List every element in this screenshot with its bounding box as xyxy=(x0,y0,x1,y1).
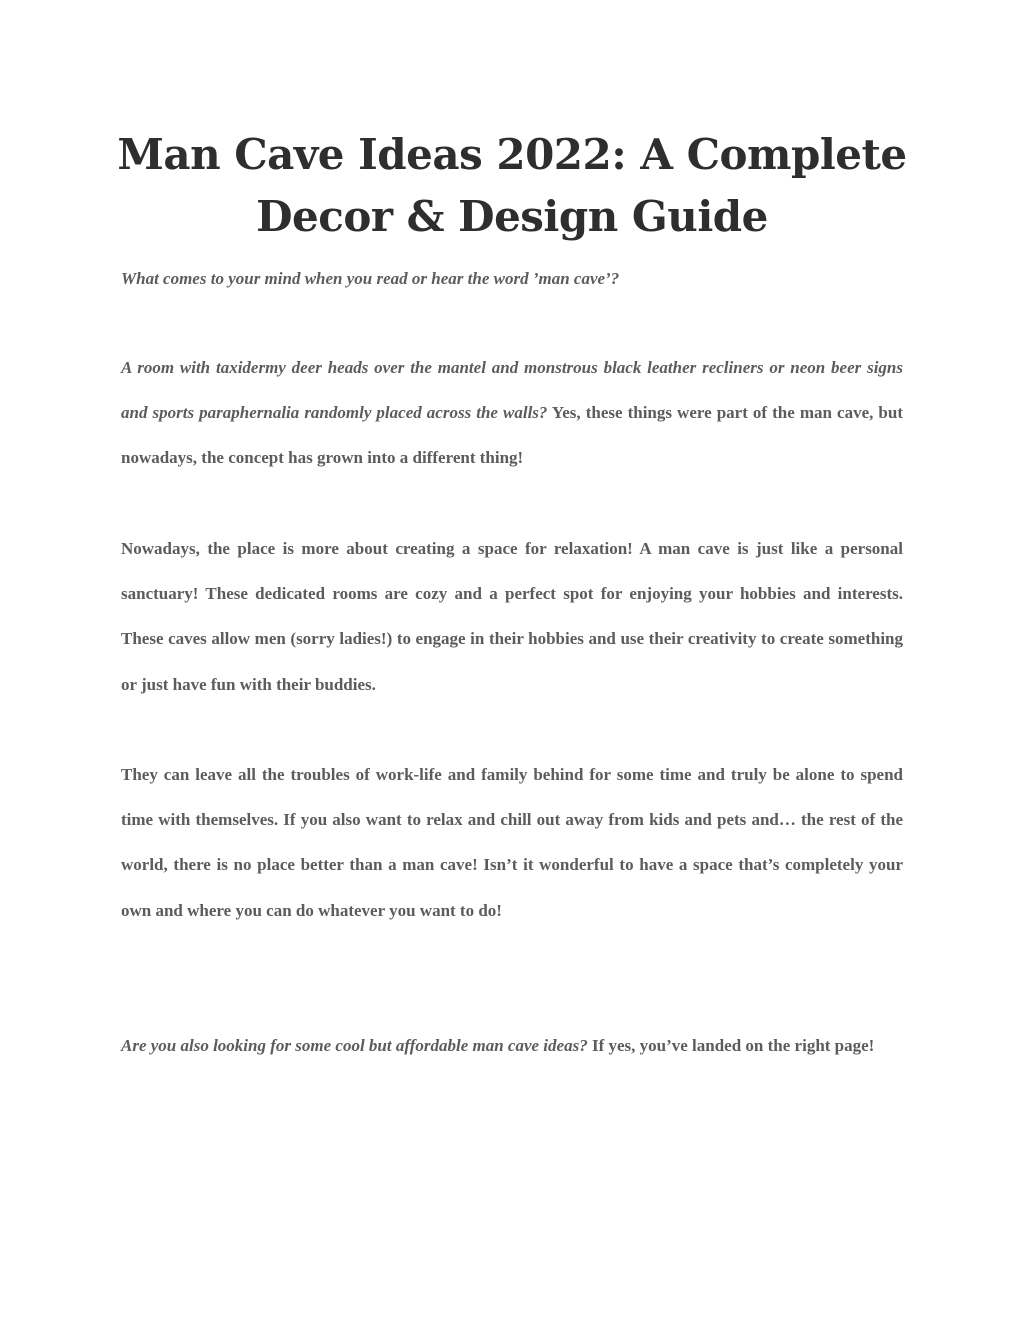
intro-question-text: What comes to your mind when you read or hear the word ’man cave’? xyxy=(121,269,620,288)
paragraph-4-italic: Are you also looking for some cool but affordable man cave ideas? xyxy=(121,1036,588,1055)
title-line-1: Man Cave Ideas 2022: A Complete xyxy=(117,130,907,179)
paragraph-1-italic: A room with taxidermy deer heads over the mantel and monstrous black leather recliners or neon beer signs and sports paraphernalia randomly placed across the walls? xyxy=(121,358,903,423)
paragraph-4-rest: If yes, you’ve landed on the right page! xyxy=(587,1036,875,1055)
paragraph-2-text: Nowadays, the place is more about creating a space for relaxation! A man cave is just like a personal sanctuary! These dedicated rooms are cozy and a perfect spot for enjoying your hobbies and interests. These caves allow men (sorry ladies!) to engage in their hobbies and use their creativity to create something or just have fun with their buddies. xyxy=(121,539,903,694)
paragraph-2 xyxy=(121,526,903,707)
paragraph-1 xyxy=(121,345,903,481)
paragraph-3 xyxy=(121,752,903,933)
paragraph-3-text: They can leave all the troubles of work-life and family behind for some time and truly be alone to spend time with themselves. If you also want to relax and chill out away from kids and pets and… the rest of the world, there is no place better than a man cave! Isn’t it wonderful to have a space that’s completely your own and where you can do whatever you want to do! xyxy=(121,765,903,920)
title-line-2: Decor & Design Guide xyxy=(256,192,768,241)
paragraph-4 xyxy=(121,1023,903,1068)
paragraph-1-rest: Yes, these things were part of the man cave, but nowadays, the concept has grown into a different thing! xyxy=(121,403,903,468)
intro-question xyxy=(121,256,903,301)
document-title xyxy=(111,124,913,248)
